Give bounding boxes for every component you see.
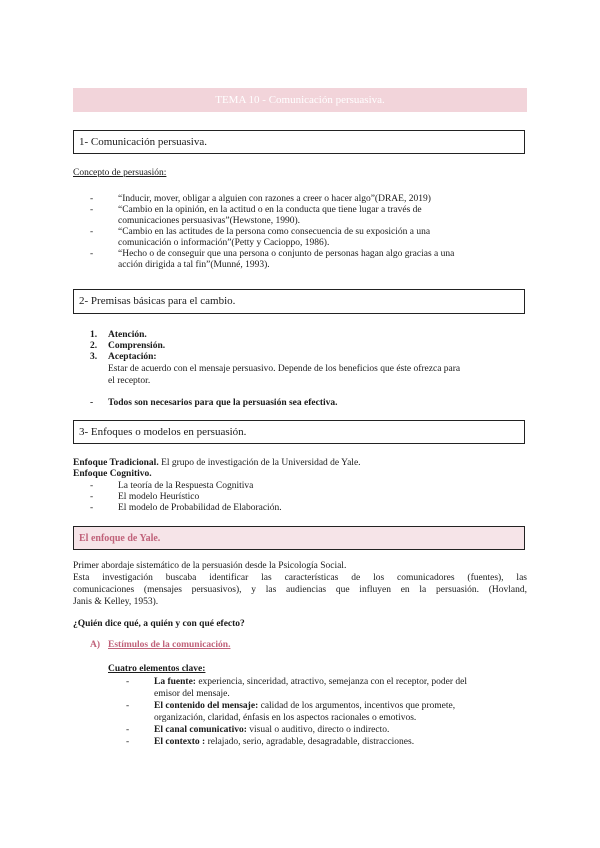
- cognitive-item: - La teoría de la Respuesta Cognitiva: [90, 481, 490, 492]
- subsection-title: Estímulos de la comunicación.: [108, 640, 231, 650]
- section-1-heading-text: 1- Comunicación persuasiva.: [79, 136, 207, 148]
- definition-item: - “Cambio en las actitudes de la persona como consecuencia de su exposición a una comunicación o información”(Petty y Cacioppo, 1986).: [90, 227, 510, 249]
- premise-number: 1.: [90, 330, 98, 340]
- premise-description: el receptor.: [108, 376, 151, 386]
- concept-label: Concepto de persuasión:: [73, 168, 167, 178]
- premise-number: 3.: [90, 352, 98, 362]
- yale-paragraph: Primer abordaje sistemático de la persuasión desde la Psicología Social.: [73, 561, 347, 571]
- section-3-heading: [73, 420, 525, 444]
- yale-paragraph: Janis & Kelley, 1953).: [73, 597, 159, 607]
- key-element-item: - La fuente: experiencia, sinceridad, atractivo, semejanza con el receptor, poder del emisor del mensaje.: [126, 676, 526, 700]
- page-title: TEMA 10 - Comunicación persuasiva.: [73, 88, 527, 112]
- yale-paragraph: comunicaciones (mensajes persuasivos), y las audiencias que influyen en la persuasión. (Hovland,: [73, 585, 527, 595]
- yale-heading: [73, 526, 525, 550]
- definition-item: - “Inducir, mover, obligar a alguien con razones a creer o hacer algo”(DRAE, 2019): [90, 194, 510, 205]
- section-3-heading-text: 3- Enfoques o modelos en persuasión.: [79, 426, 247, 438]
- premise-description: Estar de acuerdo con el mensaje persuasivo. Depende de los beneficios que éste ofrezca para: [108, 364, 461, 374]
- traditional-approach: [73, 458, 361, 468]
- yale-paragraph: Esta investigación buscaba identificar las características de los comunicadores (fuentes), las: [73, 573, 527, 583]
- lasswell-question: ¿Quién dice qué, a quién y con qué efecto?: [73, 619, 245, 629]
- cognitive-label: Enfoque Cognitivo.: [73, 469, 152, 479]
- cognitive-item: - El modelo de Probabilidad de Elaboración.: [90, 503, 490, 514]
- traditional-text: El grupo de investigación de la Universidad de Yale.: [158, 458, 361, 468]
- section-1-heading: [73, 130, 525, 154]
- key-element-item: - El canal comunicativo: visual o auditivo, directo o indirecto.: [126, 724, 526, 736]
- premise-item: Comprensión.: [108, 341, 166, 351]
- definition-item: - “Hecho o de conseguir que una persona o conjunto de personas hagan algo gracias a una acción dirigida a tal fin”(Munné, 1993).: [90, 249, 510, 271]
- definitions-list: [90, 194, 510, 271]
- key-elements-label: Cuatro elementos clave:: [108, 664, 206, 674]
- definition-item: - “Cambio en la opinión, en la actitud o en la conducta que tiene lugar a través de comunicaciones persuasivas”(Hewstone, 1990).: [90, 205, 510, 227]
- note-dash: -: [90, 398, 94, 408]
- key-element-item: - El contexto : relajado, serio, agradable, desagradable, distracciones.: [126, 736, 526, 748]
- premise-number: 2.: [90, 341, 98, 351]
- premise-item: Atención.: [108, 330, 147, 340]
- subsection-marker: A): [90, 640, 101, 650]
- cognitive-item: - El modelo Heurístico: [90, 492, 490, 503]
- premise-item: Aceptación:: [108, 352, 157, 362]
- traditional-label: Enfoque Tradicional.: [73, 458, 159, 468]
- premise-note: Todos son necesarios para que la persuasión sea efectiva.: [108, 398, 338, 408]
- key-elements-list: [126, 676, 526, 748]
- yale-heading-text: El enfoque de Yale.: [79, 533, 161, 544]
- key-element-item: - El contenido del mensaje: calidad de los argumentos, incentivos que promete, organización, claridad, énfasis en los aspectos racionales o emotivos.: [126, 700, 526, 724]
- section-2-heading-text: 2- Premisas básicas para el cambio.: [79, 295, 236, 307]
- section-2-heading: [73, 289, 525, 314]
- cognitive-list: [90, 481, 490, 514]
